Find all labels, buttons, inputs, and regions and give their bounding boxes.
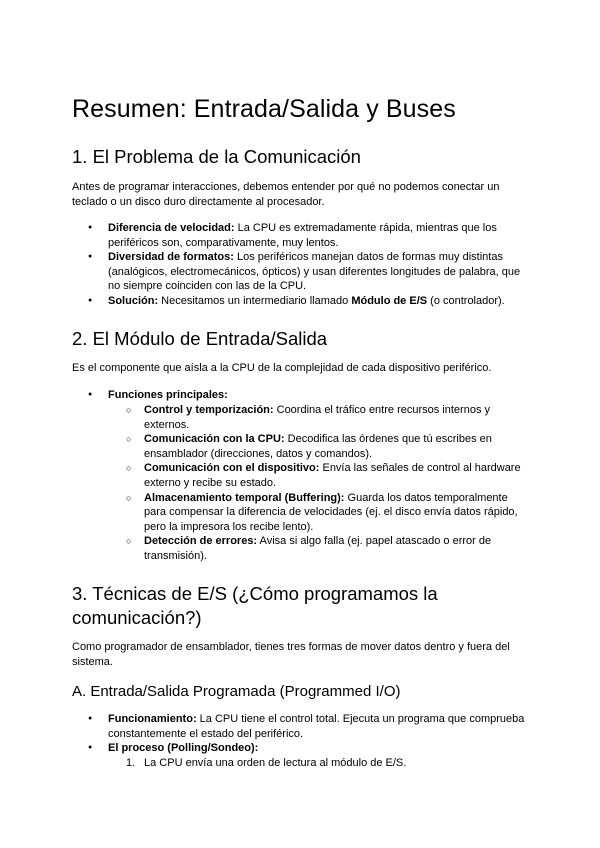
list-item <box>72 534 528 563</box>
item-bold: Funcionamiento: <box>108 713 197 725</box>
item-bold: Diferencia de velocidad: <box>108 222 235 234</box>
item-bold: Solución: <box>108 294 159 307</box>
section-2-sublist <box>72 403 528 564</box>
list-item <box>72 432 528 461</box>
item-bold: El proceso (Polling/Sondeo): <box>108 742 259 755</box>
section-3-subheading: A. Entrada/Salida Programada (Programmed I/O) <box>72 683 401 700</box>
document-title: Resumen: Entrada/Salida y Buses <box>72 95 456 123</box>
section-2-intro: Es el componente que aísla a la CPU de la complejidad de cada dispositivo periférico. <box>72 362 492 374</box>
item-text: Decodifica las órdenes que tú escribes en ensamblador (direcciones, datos y comandos). <box>144 433 492 460</box>
list-item <box>72 491 528 535</box>
item-text: La CPU tiene el control total. Ejecuta un programa que comprueba constantemente el estado del periférico. <box>108 713 525 740</box>
list-item <box>72 294 528 309</box>
item-bold: Funciones principales: <box>108 389 228 401</box>
item-bold: Detección de errores: <box>144 535 258 548</box>
item-text: (o controlador). <box>427 294 505 307</box>
item-bold: Módulo de E/S <box>351 294 428 307</box>
section-3-list <box>72 712 528 756</box>
section-1-list <box>72 221 528 309</box>
item-text: Avisa si algo falla (ej. papel atascado o error de transmisión). <box>144 535 492 562</box>
list-item <box>72 221 528 250</box>
section-3-steps <box>72 756 528 771</box>
list-item <box>72 461 528 490</box>
list-item <box>72 250 528 294</box>
section-1-intro: Antes de programar interacciones, debemos entender por qué no podemos conectar un teclado o un disco duro directamente al procesador. <box>72 181 500 208</box>
item-text: La CPU envía una orden de lectura al módulo de E/S. <box>144 757 407 769</box>
item-bold: Comunicación con la CPU: <box>144 433 285 446</box>
item-text: Guarda los datos temporalmente para compensar la diferencia de velocidades (ej. el disco envía datos rápido, pero la impresora los recibe lento). <box>144 491 518 533</box>
step-number: 1. <box>126 757 136 769</box>
list-item <box>72 741 528 756</box>
list-item <box>72 712 528 741</box>
item-text: Envía las señales de control al hardware externo y recibe su estado. <box>144 462 521 489</box>
list-item <box>72 756 528 771</box>
item-bold: Control y temporización: <box>144 404 274 416</box>
item-bold: Diversidad de formatos: <box>108 251 234 264</box>
item-text: Coordina el tráfico entre recursos internos y externos. <box>144 404 490 431</box>
item-text: Necesitamos un intermediario llamado <box>158 294 352 307</box>
section-3-heading: 3. Técnicas de E/S (¿Cómo programamos la comunicación?) <box>72 583 438 628</box>
item-bold: Almacenamiento temporal (Buffering): <box>144 491 345 504</box>
section-3-intro: Como programador de ensamblador, tienes tres formas de mover datos dentro y fuera del sistema. <box>72 641 510 668</box>
section-2-heading: 2. El Módulo de Entrada/Salida <box>72 328 328 349</box>
item-text: Los periféricos manejan datos de formas muy distintas (analógicos, electromecánicos, ópticos) y usan diferentes longitudes de palabra, que no siempre coinciden con las de la CPU. <box>108 251 521 293</box>
list-item <box>72 388 528 403</box>
item-bold: Comunicación con el dispositivo: <box>144 462 320 475</box>
section-1-heading: 1. El Problema de la Comunicación <box>72 146 361 167</box>
section-2-list <box>72 388 528 403</box>
item-text: La CPU es extremadamente rápida, mientras que los periféricos son, comparativamente, muy lentos. <box>108 222 497 249</box>
list-item <box>72 403 528 432</box>
